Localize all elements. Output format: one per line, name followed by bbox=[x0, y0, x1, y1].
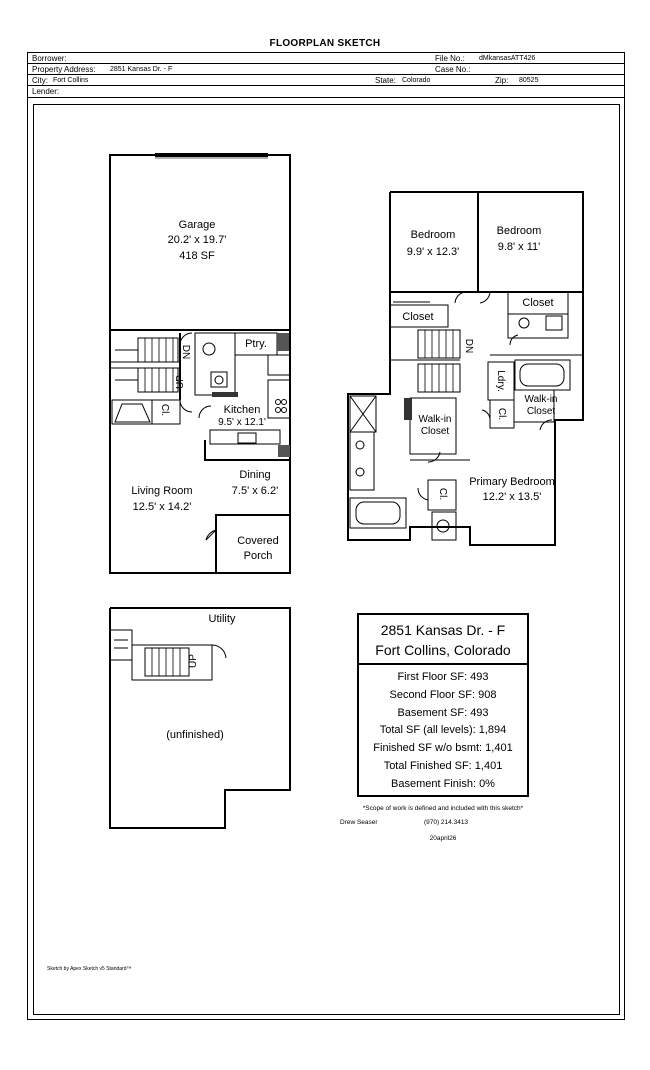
walkin-closet-1-label-2: Closet bbox=[420, 426, 450, 437]
software-credit: Sketch by Apex Sketch v5 Standard™ bbox=[47, 966, 132, 972]
contact-name: Drew Seaser bbox=[340, 819, 378, 826]
sketch-date: 20april26 bbox=[429, 835, 457, 842]
state-label: State: bbox=[375, 76, 396, 85]
kitchen-label: Kitchen bbox=[223, 404, 261, 416]
property-label: Property Address: bbox=[32, 65, 96, 74]
walkin-closet-1-label-1: Walk-in bbox=[418, 414, 452, 425]
bedroom-1-label: Bedroom bbox=[410, 229, 456, 241]
file-value: dMkansasATT426 bbox=[479, 55, 536, 62]
garage-label: Garage bbox=[178, 219, 216, 231]
bedroom-2-label: Bedroom bbox=[496, 225, 542, 237]
second-floor-plan bbox=[348, 192, 583, 545]
basement-plan bbox=[110, 608, 290, 828]
second-floor-dn-label: DN bbox=[463, 338, 474, 354]
summary-address-line-2: Fort Collins, Colorado bbox=[375, 642, 511, 658]
zip-label: Zip: bbox=[495, 76, 509, 85]
first-floor-sf: First Floor SF: 493 bbox=[397, 671, 489, 683]
utility-label: Utility bbox=[208, 613, 236, 625]
closet-1-label: Closet bbox=[402, 311, 434, 323]
zip-value: 80525 bbox=[519, 77, 539, 84]
city-label: City: bbox=[32, 76, 48, 85]
bedroom-2-dim: 9.8' x 11' bbox=[497, 241, 541, 253]
file-label: File No.: bbox=[435, 54, 465, 63]
walkin-closet-2-label-1: Walk-in bbox=[524, 394, 558, 405]
contact-phone: (970) 214.3413 bbox=[423, 819, 469, 826]
state-value: Colorado bbox=[402, 77, 431, 84]
primary-bedroom-label: Primary Bedroom bbox=[469, 476, 555, 488]
second-floor-sf: Second Floor SF: 908 bbox=[389, 688, 497, 701]
summary-address-line-1: 2851 Kansas Dr. - F bbox=[380, 622, 506, 638]
garage-sf: 418 SF bbox=[179, 250, 215, 262]
porch-label-2: Porch bbox=[243, 550, 273, 562]
total-sf: Total SF (all levels): 1,894 bbox=[379, 724, 507, 737]
borrower-label: Borrower: bbox=[32, 54, 67, 63]
second-floor-closet-label-2: Cl. bbox=[437, 487, 448, 501]
bedroom-1-dim: 9.9' x 12.3' bbox=[406, 246, 460, 258]
city-value: Fort Collins bbox=[53, 77, 89, 84]
second-floor-closet-label-1: Cl. bbox=[496, 407, 507, 421]
living-room-dim: 12.5' x 14.2' bbox=[132, 501, 192, 513]
pantry-label: Ptry. bbox=[245, 338, 267, 350]
lender-label: Lender: bbox=[32, 87, 60, 96]
kitchen-dim: 9.5' x 12.1' bbox=[218, 417, 266, 428]
first-floor-up-label: UP bbox=[175, 375, 186, 389]
laundry-label: Ldry. bbox=[495, 370, 506, 392]
first-floor-dn-label: DN bbox=[180, 344, 191, 360]
closet-2-label: Closet bbox=[522, 297, 554, 309]
summary-header bbox=[359, 615, 527, 665]
dining-dim: 7.5' x 6.2' bbox=[231, 485, 279, 497]
living-room-label: Living Room bbox=[131, 485, 193, 497]
dining-label: Dining bbox=[239, 469, 271, 481]
basement-sf: Basement SF: 493 bbox=[397, 706, 489, 719]
case-label: Case No.: bbox=[435, 65, 471, 74]
unfinished-label: (unfinished) bbox=[166, 729, 224, 741]
property-value: 2851 Kansas Dr. - F bbox=[110, 66, 173, 73]
summary-lines bbox=[359, 665, 527, 794]
scope-note: *Scope of work is defined and included with this sketch* bbox=[362, 805, 524, 812]
area-summary-box bbox=[357, 613, 529, 797]
garage-dim: 20.2' x 19.7' bbox=[167, 234, 227, 246]
basement-up-label: UP bbox=[188, 654, 199, 668]
first-floor-closet-label: Cl. bbox=[159, 403, 170, 417]
primary-bedroom-dim: 12.2' x 13.5' bbox=[482, 491, 542, 503]
total-finished-sf: Total Finished SF: 1,401 bbox=[383, 759, 503, 772]
document-title: FLOORPLAN SKETCH bbox=[269, 38, 381, 49]
basement-finish: Basement Finish: 0% bbox=[391, 777, 495, 790]
walkin-closet-2-label-2: Closet bbox=[526, 406, 556, 417]
porch-label-1: Covered bbox=[237, 535, 279, 547]
finished-sf-without-basement: Finished SF w/o bsmt: 1,401 bbox=[373, 742, 513, 755]
